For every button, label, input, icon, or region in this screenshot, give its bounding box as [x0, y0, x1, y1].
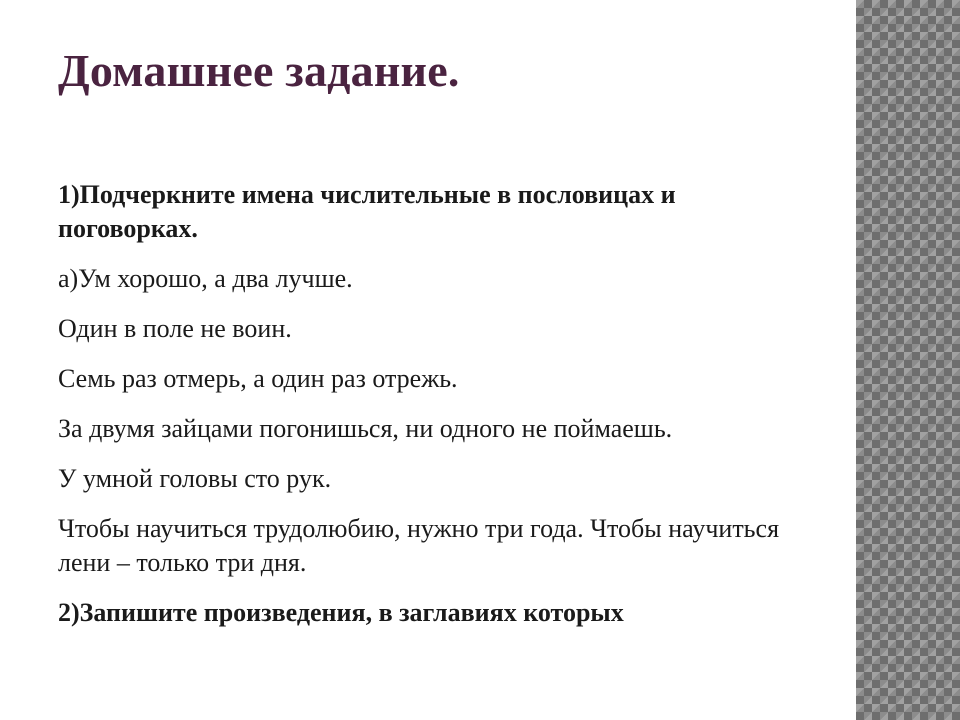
- slide-title: Домашнее задание.: [58, 45, 460, 96]
- proverb-item: Чтобы научиться трудолюбию, нужно три года. Чтобы научиться лени – только три дня.: [58, 514, 780, 577]
- proverb-item: а)Ум хорошо, а два лучше.: [58, 264, 353, 293]
- task-1: 1)Подчеркните имена числительные в пословицах и поговорках.: [58, 180, 676, 243]
- proverb-item: У умной головы сто рук.: [58, 464, 332, 493]
- proverb-item: Один в поле не воин.: [58, 314, 292, 343]
- proverb-item: За двумя зайцами погонишься, ни одного не поймаешь.: [58, 414, 673, 443]
- decorative-side-pattern: [856, 0, 960, 720]
- slide-body: [58, 178, 818, 630]
- task-2: 2)Запишите произведения, в заглавиях которых: [58, 598, 624, 627]
- proverb-item: Семь раз отмерь, а один раз отрежь.: [58, 364, 458, 393]
